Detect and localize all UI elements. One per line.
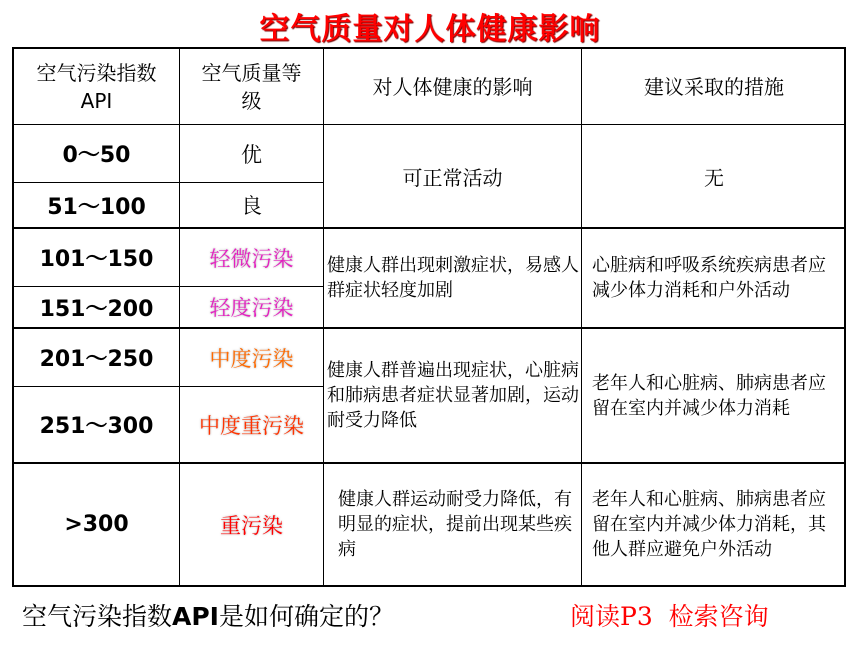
question-text xyxy=(22,597,394,633)
level-text: 中度重污染 xyxy=(199,413,304,438)
api-range-cell xyxy=(14,464,180,585)
advice-text: 老年人和心脏病、肺病患者应留在室内并减少体力消耗 xyxy=(592,372,826,419)
question-bold: API xyxy=(172,602,219,631)
advice-cell xyxy=(582,464,846,585)
level-cell xyxy=(180,387,324,464)
header-level-text: 空气质量等级 xyxy=(201,60,302,113)
api-range: 101～150 xyxy=(39,247,154,272)
effect-text: 健康人群运动耐受力降低，有明显的症状，提前出现某些疾病 xyxy=(338,489,572,560)
air-quality-table xyxy=(12,47,846,587)
advice-text: 老年人和心脏病、肺病患者应留在室内并减少体力消耗，其他人群应避免户外活动 xyxy=(592,489,826,560)
question-prefix: 空气污染指数 xyxy=(22,602,173,631)
header-level xyxy=(180,49,324,125)
level-text: 轻度污染 xyxy=(209,296,294,320)
api-range: 51～100 xyxy=(47,194,146,220)
header-advice-text: 建议采取的措施 xyxy=(644,74,784,99)
advice-cell xyxy=(582,125,846,229)
header-api-text: 空气污染指数 API xyxy=(36,60,157,113)
level-cell xyxy=(180,464,324,585)
reading-note: 阅读P3 检索咨询 xyxy=(570,602,769,631)
page-title: 空气质量对人体健康影响 xyxy=(259,12,601,47)
question-suffix: 是如何确定的？ xyxy=(219,602,395,631)
effect-text: 健康人群出现刺激症状，易感人群症状轻度加剧 xyxy=(327,255,579,301)
level-cell xyxy=(180,125,324,183)
level-cell xyxy=(180,229,324,287)
header-advice xyxy=(582,49,846,125)
header-effect xyxy=(324,49,582,125)
advice-text: 心脏病和呼吸系统疾病患者应减少体力消耗和户外活动 xyxy=(592,255,826,301)
api-range-cell xyxy=(14,287,180,329)
advice-cell xyxy=(582,229,846,329)
level-text: 重污染 xyxy=(220,513,283,538)
api-range-cell xyxy=(14,183,180,229)
level-text: 中度污染 xyxy=(209,346,294,371)
header-api xyxy=(14,49,180,125)
effect-cell xyxy=(324,125,582,229)
api-range: 201～250 xyxy=(39,347,154,372)
api-range-cell xyxy=(14,387,180,464)
effect-text: 健康人群普遍出现症状，心脏病和肺病患者症状显著加剧，运动耐受力降低 xyxy=(327,360,579,431)
api-range: 0～50 xyxy=(62,143,131,168)
level-text: 良 xyxy=(241,194,262,218)
effect-cell xyxy=(324,229,582,329)
api-range: 251～300 xyxy=(39,414,154,439)
header-effect-text: 对人体健康的影响 xyxy=(372,74,533,99)
advice-text: 无 xyxy=(704,165,724,190)
effect-cell xyxy=(324,464,582,585)
api-range-cell xyxy=(14,125,180,183)
api-range-cell xyxy=(14,329,180,387)
level-cell xyxy=(180,287,324,329)
effect-cell xyxy=(324,329,582,464)
advice-cell xyxy=(582,329,846,464)
effect-text: 可正常活动 xyxy=(402,165,503,190)
api-range: >300 xyxy=(64,512,129,537)
level-cell xyxy=(180,183,324,229)
api-range-cell xyxy=(14,229,180,287)
level-text: 优 xyxy=(241,142,262,167)
level-cell xyxy=(180,329,324,387)
api-range: 151～200 xyxy=(39,296,154,322)
level-text: 轻微污染 xyxy=(209,246,294,271)
